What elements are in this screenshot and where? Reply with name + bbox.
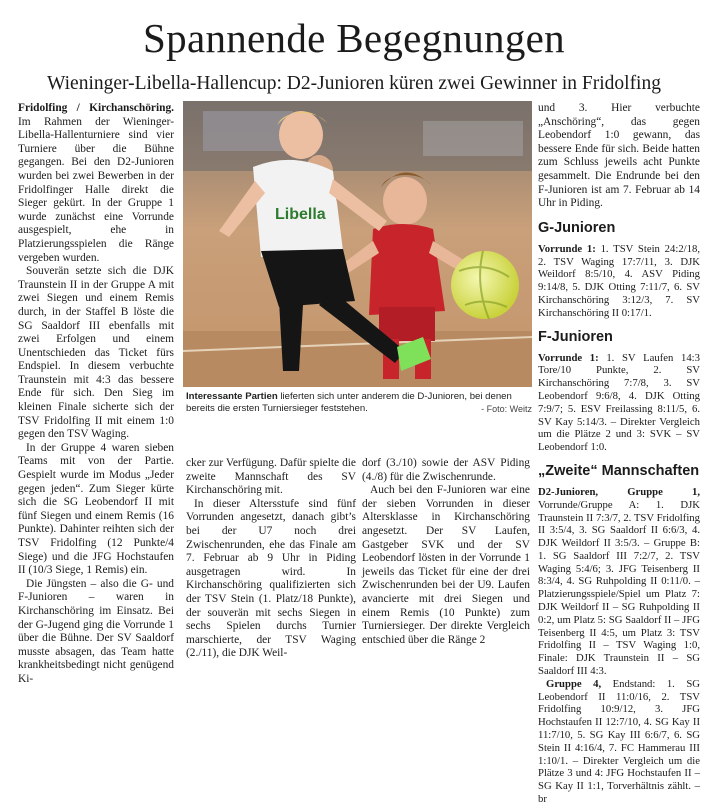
results-lead: D2-Junioren, Gruppe 1, [538,485,700,498]
jersey-text: Libella [275,206,326,223]
section-heading-zweite-mannschaften: „Zweite“ Mannschaften [538,462,700,479]
results-lead: Vorrunde 1: [538,351,599,364]
dateline: Fridolfing / Kirchanschöring. [18,102,174,114]
article-column-1 [18,102,174,687]
headline: Spannende Begegnungen [143,15,565,61]
paragraph: cker zur Verfügung. Dafür spielte die zweite Mannschaft des SV Kirchanschöring mit. [186,457,356,497]
results-d2-gruppe-1 [538,486,700,678]
subheadline: Wieninger-Libella-Hallencup: D2-Junioren küren zwei Gewinner in Fridolfing [47,73,661,94]
caption-text: lieferten sich unter anderem die D-Junioren, bei denen bereits die ersten Turniersieger feststehen. [186,391,512,414]
section-heading-g-junioren: G-Junioren [538,219,616,236]
photo-credit: - Foto: Weitz [481,404,532,414]
results-text: 1. SV Laufen 14:3 Tore/10 Punkte, 2. SV Kirchanschöring 7:7/8, 3. SV Leobendorf 9:6/8, 4. DJK Otting 7:9/7; 5. ESV Freilassing 8:11/5, 6. SV Kay 5:14/3. – Direkter Vergleich um die Plätze 2 und 3: SVK – SV Leobendorf 1:0. [538,351,700,454]
results-lead: Vorrunde 1: [538,242,596,255]
results-lead: Gruppe 4, [546,677,602,690]
photo-caption [186,391,532,415]
paragraph: In der Gruppe 4 waren sieben Teams mit von der Partie. Gespielt wurde im Modus „Jeder gegen jeden“. Zum Sieger kürte sich die SG Leobendorf II mit fünf Siegen und einem Remis (16 Punkte). Dahinter reihten sich der TSV Fridolfing (12 Punkte/4 Siege) und die JFG Hochstaufen II (10/3 Siege, 1 Remis) ein. [18,441,174,577]
paragraph [18,102,174,265]
results-text: 1. TSV Stein 24:2/18, 2. TSV Waging 17:7/11, 3. DJK Weildorf 8:5/10, 4. ASV Piding 9:14/8, 5. DJK Otting 7:11/7, 6. SV Kirchanschöring 3:12/3, 7. SV Kirchanschöring II 0:17/1. [538,242,700,319]
paragraph: Die Jüngsten – also die G- und F-Junioren – waren in Kirchanschöring im Einsatz. Bei der G-Jugend ging die Vorrunde 1 über die Bühne. Der SV Saaldorf musste absagen, das Team hatte krankheitsbedingt nicht genügend Ki- [18,577,174,685]
article-column-2 [186,457,356,661]
results-g-junioren [538,243,700,320]
paragraph: und 3. Hier verbuchte „Anschöring“, das gegen Leobendorf 1:0 gewann, das bessere Ende für sich. Beide hatten zum Schluss jeweils acht Punkte gesammelt. Die Endrunde bei den F-Junioren ist am 7. Februar ab 14 Uhr in Piding. [538,102,700,210]
paragraph: In dieser Altersstufe sind fünf Vorrunden angesetzt, danach gibt’s bei der U7 noch drei Zwischenrunden, ehe das Finale am 7. Februar ab 9 Uhr in Piding ausgetragen wird. In Kirchanschöring qualifizierten sich der TSV Stein (1. Platz/18 Punkte), der souverän mit sechs Siegen in sechs Spielen durchs Turnier marschierte, der TSV Waging (2./11), die DJK Weil- [186,497,356,660]
paragraph-text: Im Rahmen der Wieninger-Libella-Hallenturniere sind vier Turniere über die Bühne gegangen. Bei den D2-Junioren wurden bei zwei Bewerben in der Fridolfinger Halle direkt die Sieger gekürt. In der Gruppe 1 wurde zunächst eine Vorrunde ausgespielt, ehe in Platzierungsspielen die Ränge vergeben wurden. [18,115,174,264]
article-photo [183,101,532,387]
results-text: Vorrunde/Gruppe A: 1. DJK Traunstein II 7:3/7, 2. TSV Fridolfing II 3:5/4, 3. SG Saaldorf II 6:6/3, 4. DJK Weildorf II 3:5/3. – Gruppe B: 1. SG Saaldorf III 7:2/7, 2. TSV Waging 5:4/6; 3. JFG Teisenberg II 8:3/4, 4. SG Ruhpolding II 0:11/0. – Platzierungsspiele/Spiel um Platz 7: DJK Weildorf II – SG Ruhpolding II 0:2, um Platz 5: SG Saaldorf II – JFG Teisenberg II 4:5, um Platz 3: TSV Fridolfing II – TSV Waging 1:0, Finale: DJK Traunstein II – SG Saaldorf III 4:3. [538,498,700,678]
paragraph: Auch bei den F-Junioren war eine der sieben Vorrunden in dieser Altersklasse in Kirchanschöring angesetzt. Der SV Laufen, Gastgeber SVK und der SV Leobendorf lösten in der Vorrunde 1 jeweils das Ticket für eine der drei Zwischenrunden bei der U9. Laufen avancierte mit drei Siegen und einem Remis (10 Punkte) zum Turniersieger. Der direkte Vergleich entschied über die Ränge 2 [362,484,530,646]
paragraph: dorf (3./10) sowie der ASV Piding (4./8) für die Zwischenrunde. [362,457,530,483]
paragraph: Souverän setzte sich die DJK Traunstein II in der Gruppe A mit zwei Siegen und einem Remis durch, in der Staffel B löste die SG Saaldorf III ebenfalls mit zwei Erfolgen und einem Unentschieden das Ticket fürs Endspiel. In diesem verbuchte Traunstein mit 4:3 das bessere Ende für sich. Den Sieg im kleinen Finale sicherte sich der TSV Fridolfing II mit einem 1:0 gegen den TSV Waging. [18,265,174,441]
results-d2-gruppe-4 [538,678,700,806]
article-column-4 [538,102,700,806]
article-column-3 [362,457,530,647]
soccer-photo-illustration [183,101,532,387]
results-text: Endstand: 1. SG Leobendorf II 11:0/16, 2. TSV Fridolfing 10:9/12, 3. JFG Hochstaufen II 12:7/10, 4. SG Kay II 11:7/10, 5. SG Kay III 6:6/7, 6. SG Stein II 4:16/4, 7. FC Hammerau III 1:10/1. – Direkter Vergleich um die Plätze 3 und 4: JFG Hochstaufen II – SG Kay II 1:1, Torverhältnis zählt. – br [538,677,700,806]
results-f-junioren [538,352,700,454]
caption-lead: Interessante Partien [186,391,278,402]
section-heading-f-junioren: F-Junioren [538,328,613,345]
